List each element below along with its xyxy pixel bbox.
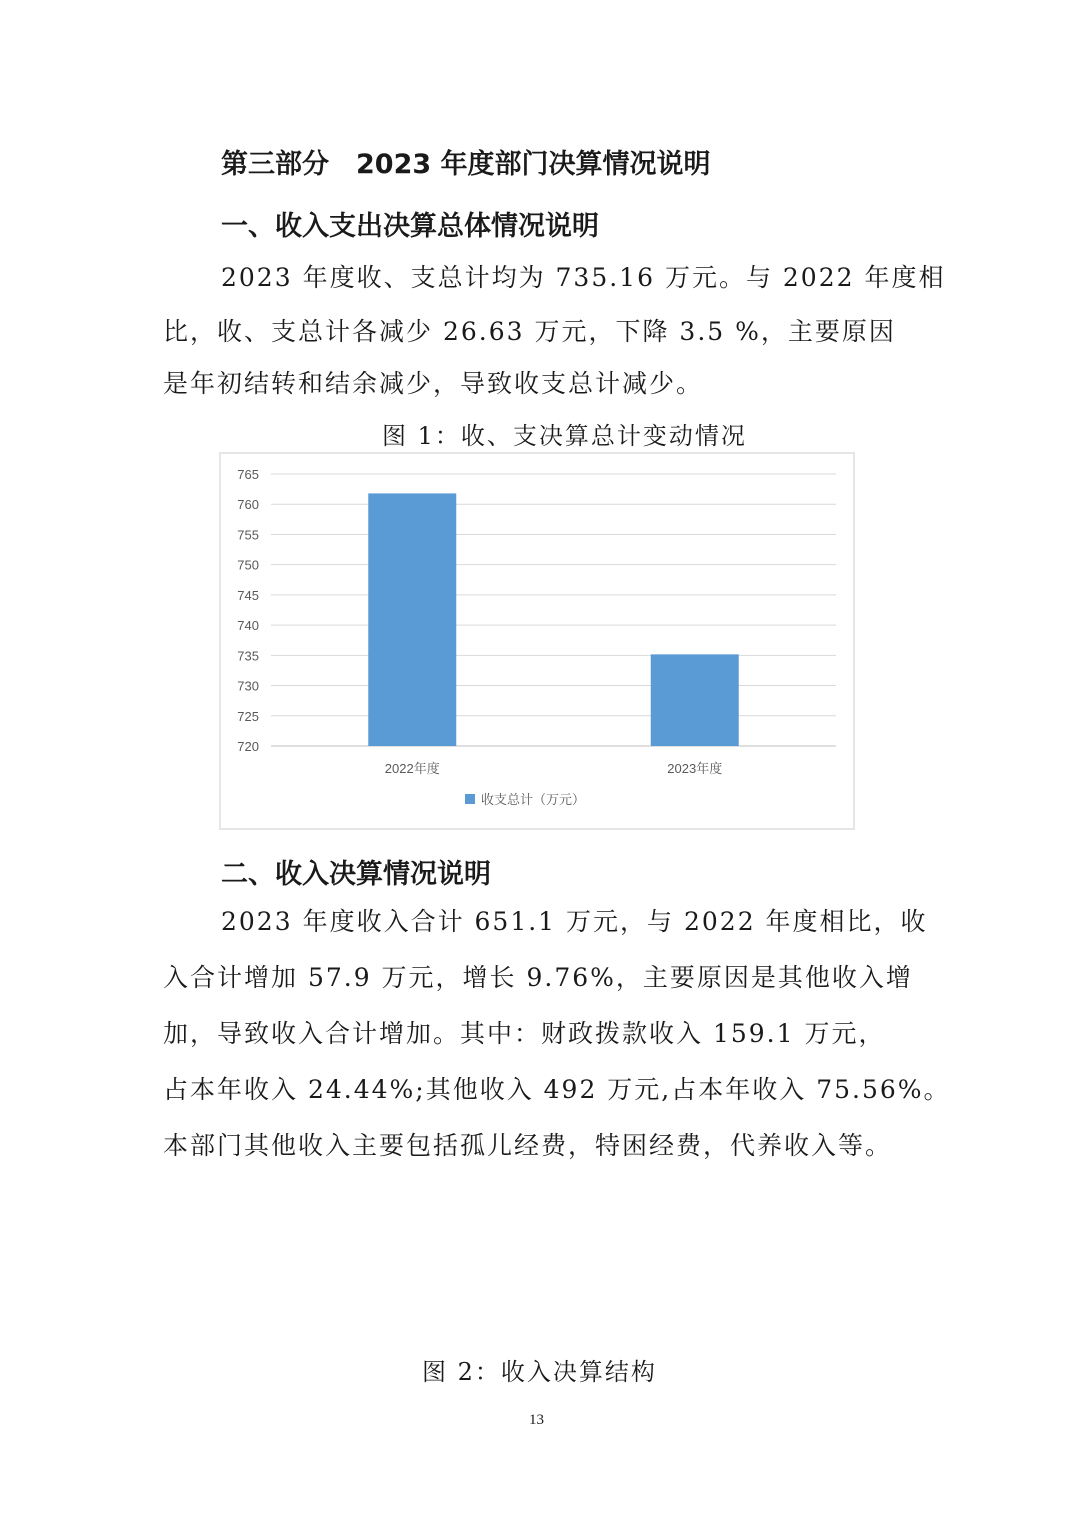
y-tick-label: 725: [237, 708, 259, 724]
x-tick-label: 2023年度: [667, 761, 723, 776]
x-tick-label: 2022年度: [384, 761, 440, 776]
y-tick-label: 740: [237, 618, 259, 634]
bar: [368, 493, 456, 746]
section2-line-3: 加，导致收入合计增加。其中：财政拨款收入 159.1 万元，: [163, 1019, 886, 1048]
section2-line-1: 2023 年度收入合计 651.1 万元，与 2022 年度相比，收: [221, 907, 928, 936]
section2-line-2: 入合计增加 57.9 万元，增长 9.76%，主要原因是其他收入增: [163, 963, 913, 992]
section1-line-1: 2023 年度收、支总计均为 735.16 万元。与 2022 年度相: [221, 263, 946, 292]
section1-heading: 一、收入支出决算总体情况说明: [221, 211, 599, 242]
y-tick-label: 720: [237, 739, 259, 754]
figure1-caption: 图 1：收、支决算总计变动情况: [382, 422, 747, 450]
y-tick-label: 730: [237, 678, 259, 694]
y-tick-label: 745: [237, 587, 259, 603]
y-tick-label: 750: [237, 557, 259, 573]
section2-line-4: 占本年收入 24.44%;其他收入 492 万元,占本年收入 75.56%。: [163, 1075, 951, 1104]
section-title: 第三部分 2023 年度部门决算情况说明: [221, 149, 711, 180]
legend-label: 收支总计（万元）: [481, 792, 586, 807]
y-tick-label: 760: [237, 497, 259, 513]
y-tick-label: 735: [237, 648, 259, 664]
page-number: 13: [529, 1412, 544, 1428]
bar: [651, 654, 739, 746]
y-tick-label: 765: [237, 467, 259, 482]
legend-swatch: [465, 794, 475, 804]
section2-line-5: 本部门其他收入主要包括孤儿经费，特困经费，代养收入等。: [163, 1131, 893, 1160]
y-tick-label: 755: [237, 527, 259, 543]
figure2-caption: 图 2：收入决算结构: [422, 1358, 657, 1386]
section2-heading: 二、收入决算情况说明: [221, 859, 491, 890]
section1-line-2: 比，收、支总计各减少 26.63 万元，下降 3.5 %，主要原因: [163, 317, 896, 346]
section1-line-3: 是年初结转和结余减少，导致收支总计减少。: [163, 369, 704, 398]
figure1-chart: [219, 452, 855, 830]
